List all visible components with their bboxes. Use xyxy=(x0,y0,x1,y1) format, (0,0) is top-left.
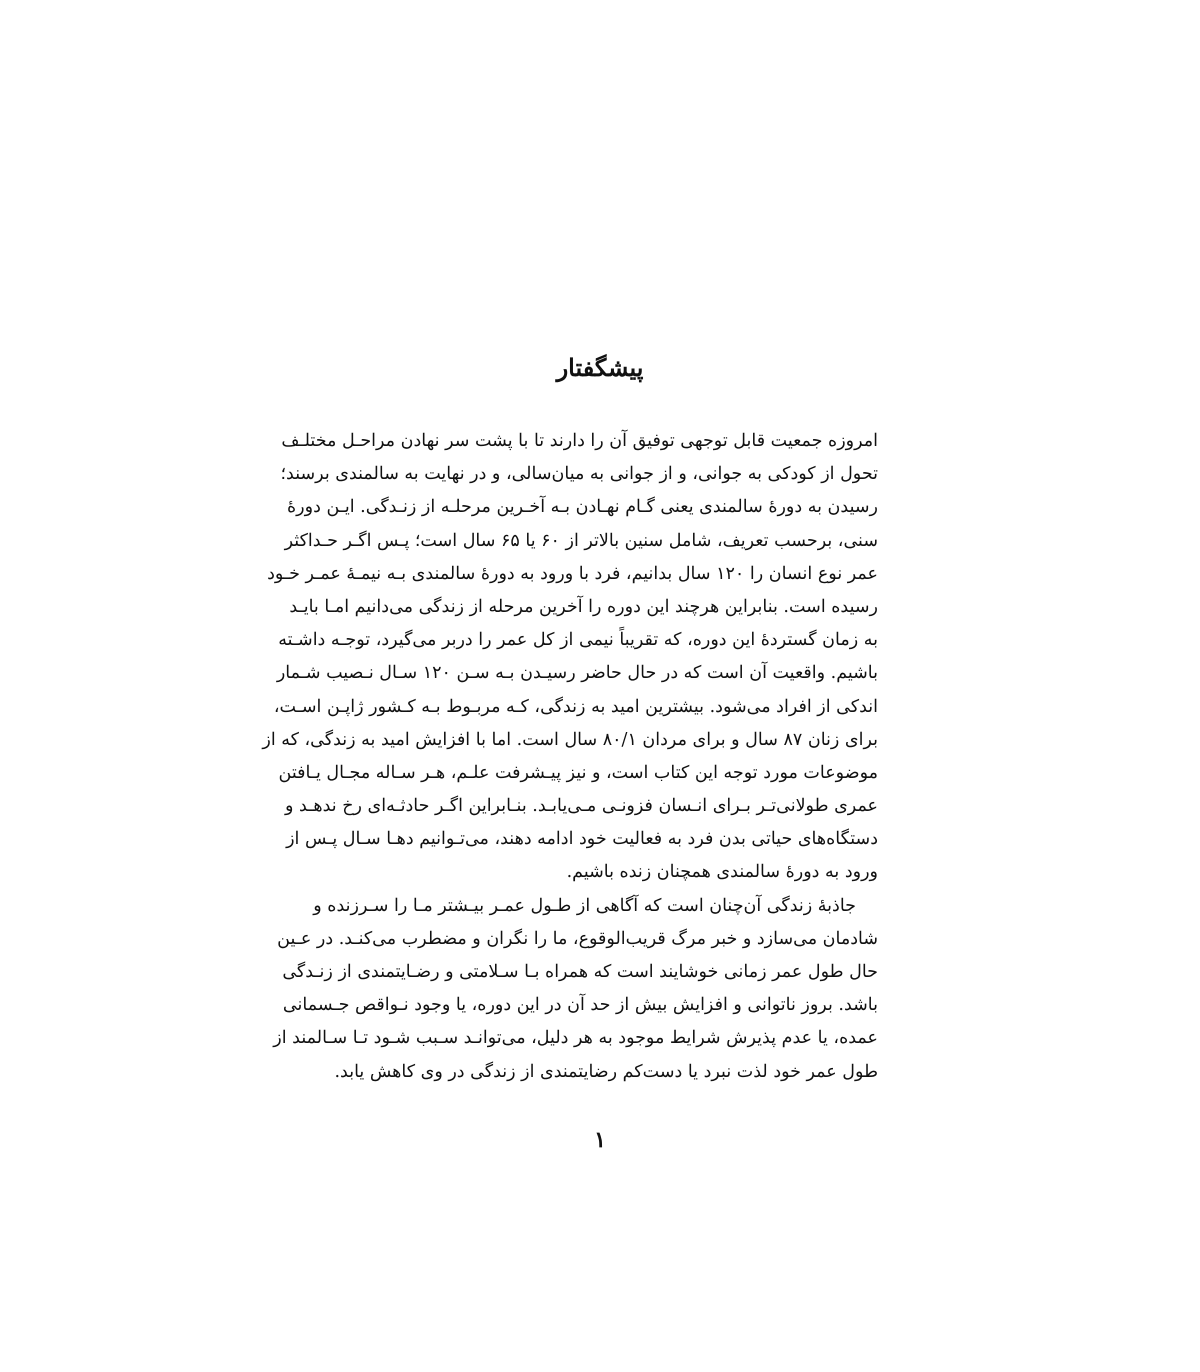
text-line: به زمان گستردهٔ این دوره، که تقریباً نیمی از کل عمر را دربر می‌گیرد، توجـه داشـته xyxy=(278,630,878,651)
text-line: سنی، برحسب تعریف، شامل سنین بالاتر از ۶۰ یا ۶۵ سال است؛ پـس اگـر حـداکثر xyxy=(284,530,878,551)
text-line: طول عمر خود لذت نبرد یا دست‌کم رضایتمندی از زندگی در وی کاهش یابد. xyxy=(334,1061,878,1082)
paragraph xyxy=(262,425,878,890)
text-line: موضوعات مورد توجه این کتاب است، و نیز پیـشرفت علـم، هـر سـاله مجـال یـافتن xyxy=(278,762,878,783)
text-line: اندکی از افراد می‌شود. بیشترین امید به زندگی، کـه مربـوط بـه کـشور ژاپـن اسـت، xyxy=(273,696,878,717)
text-line: تحول از کودکی به جوانی، و از جوانی به میان‌سالی، و در نهایت به سالمندی برسند؛ xyxy=(280,464,878,485)
text-line: رسیدن به دورهٔ سالمندی یعنی گـام نهـادن بـه آخـرین مرحلـه از زنـدگی. ایـن دورهٔ xyxy=(287,497,878,518)
text-line: دستگاه‌های حیاتی بدن فرد به فعالیت خود ادامه دهند، می‌تـوانیم دهـا سـال پـس از xyxy=(286,829,878,850)
text-line: ورود به دورهٔ سالمندی همچنان زنده باشیم. xyxy=(566,862,878,883)
text-line: عمر نوع انسان را ۱۲۰ سال بدانیم، فرد با ورود به دورهٔ سالمندی بـه نیمـهٔ عمـر خـود xyxy=(267,563,878,584)
text-line: حال طول عمر زمانی خوشایند است که همراه بـا سـلامتی و رضـایتمندی از زنـدگی xyxy=(282,962,878,982)
text-line: عمری طولانی‌تـر بـرای انـسان فزونـی مـی‌یابـد. بنـابراین اگـر حادثـه‌ای رخ ندهـد و xyxy=(285,796,878,817)
text-line: شادمان می‌سازد و خبر مرگ قریب‌الوقوع، ما را نگران و مضطرب می‌کنـد. در عـین xyxy=(277,928,878,949)
body-text xyxy=(262,425,878,1089)
paragraph xyxy=(273,890,878,1089)
text-line: برای زنان ۸۷ سال و برای مردان ۸۰/۱ سال است. اما با افزایش امید به زندگی، که از xyxy=(262,729,878,750)
text-line: عمده، یا عدم پذیرش شرایط موجود به هر دلیل، می‌توانـد سـبب شـود تـا سـالمند از xyxy=(273,1028,878,1049)
text-line: امروزه جمعیت قابل توجهی توفیق آن را دارند تا با پشت سر نهادن مراحـل مختلـف xyxy=(281,431,878,451)
page-number: ۱ xyxy=(594,1127,606,1153)
text-line: جاذبهٔ زندگی آن‌چنان است که آگاهی از طـول عمـر بیـشتر مـا را سـرزنده و xyxy=(313,895,856,916)
text-line: باشد. بروز ناتوانی و افزایش بیش از حد آن در این دوره، یا وجود نـواقص جـسمانی xyxy=(282,995,878,1016)
page-title: پیشگفتار xyxy=(556,353,644,382)
text-line: باشیم. واقعیت آن است که در حال حاضر رسیـدن بـه سـن ۱۲۰ سـال نـصیب شـمار xyxy=(276,663,878,684)
text-line: رسیده است. بنابراین هرچند این دوره را آخرین مرحله از زندگی می‌دانیم امـا بایـد xyxy=(289,596,878,617)
